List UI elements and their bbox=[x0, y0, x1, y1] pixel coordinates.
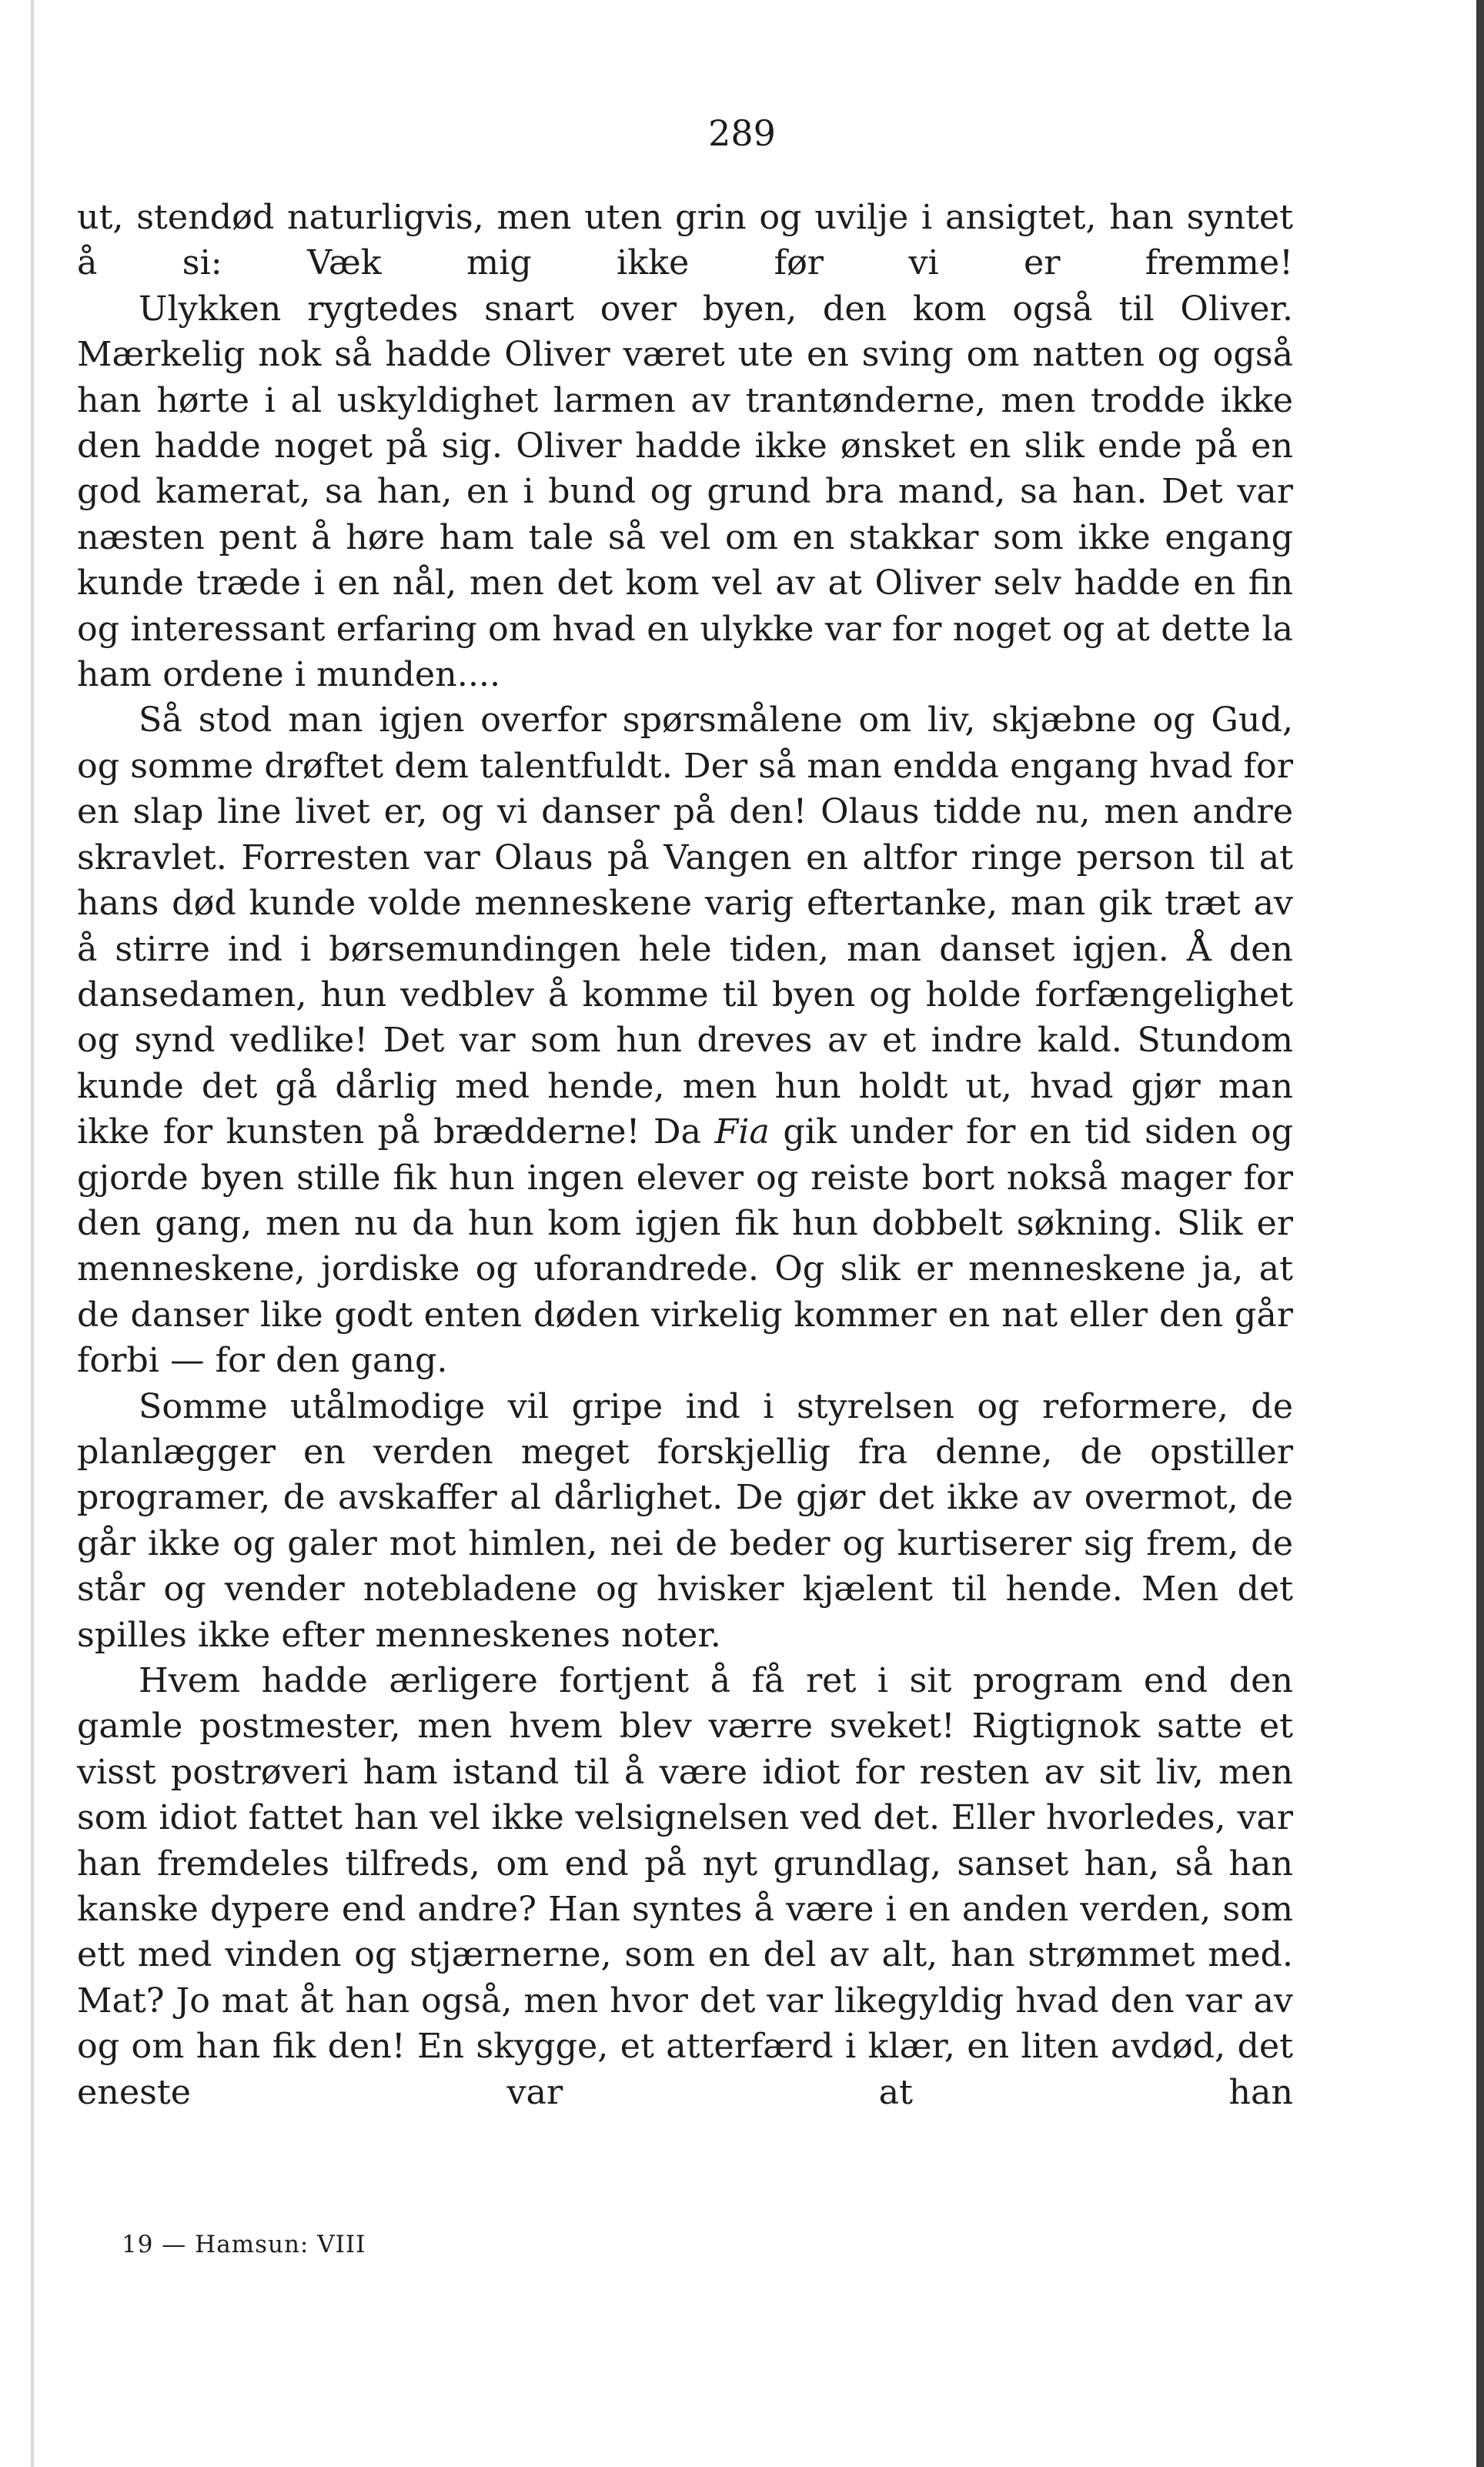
body-text bbox=[77, 195, 1293, 2115]
page-left-edge bbox=[31, 0, 34, 2467]
paragraph-4: Somme utålmodige vil gripe ind i styrelsen og reformere, de planlægger en verden meget forskjellig fra denne, de opstiller programer, de avskaffer al dårlighet. De gjør det ikke av overmot, de går ikke og galer mot himlen, nei de beder og kurtiserer sig frem, de står og vender notebladene og hvisker kjælent til hende. Men det spilles ikke efter menneskenes noter. bbox=[77, 1386, 1293, 1655]
paragraph-5: Hvem hadde ærligere fortjent å få ret i sit program end den gamle postmester, men hvem blev værre sveket! Rigtignok satte et visst postrøveri ham istand til å være idiot for resten av sit liv, men som idiot fattet han vel ikke velsignelsen ved det. Eller hvorledes, var han fremdeles tilfreds, om end på nyt grundlag, sanset han, så han kanske dypere end andre? Han syntes å være i en anden verden, som ett med vinden og stjærnerne, som en del av alt, han strømmet med. Mat? Jo mat åt han også, men hvor det var likegyldig hvad den var av og om han fik den! En skygge, et atterfærd i klær, en liten avdød, det eneste var at han bbox=[77, 1661, 1293, 2112]
paragraph-3 bbox=[77, 697, 1293, 1383]
paragraph-3-part-2: gik under for en tid siden og gjorde byen stille fik hun ingen elever og reiste bort nokså mager for den gang, men nu da hun kom igjen fik hun dobbelt søkning. Slik er menneskene, jordiske og uforandrede. Og slik er menneskene ja, at de danser like godt enten døden virkelig kommer en nat eller den går forbi — for den gang. bbox=[77, 1112, 1293, 1381]
paragraph-2: Ulykken rygtedes snart over byen, den kom også til Oliver. Mærkelig nok så hadde Oliver været ute en sving om natten og også han hørte i al uskyldighet larmen av trantønderne, men trodde ikke den hadde noget på sig. Oliver hadde ikke ønsket en slik ende på en god kamerat, sa han, en i bund og grund bra mand, sa han. Det var næsten pent å høre ham tale så vel om en stakkar som ikke engang kunde træde i en nål, men det kom vel av at Oliver selv hadde en fin og interessant erfaring om hvad en ulykke var for noget og at dette la ham ordene i munden.... bbox=[77, 289, 1293, 695]
page-right-edge bbox=[1476, 0, 1484, 2467]
italic-name-fia: Fia bbox=[714, 1112, 770, 1152]
paragraph-3-part-1: Så stod man igjen overfor spørsmålene om liv, skjæbne og Gud, og somme drøftet dem talentfuldt. Der så man endda engang hvad for en slap line livet er, og vi danser på den! Olaus tidde nu, men andre skravlet. Forresten var Olaus på Vangen en altfor ringe person til at hans død kunde volde menneskene varig eftertanke, man gik træt av å stirre ind i børsemundingen hele tiden, man danset igjen. Å den dansedamen, hun vedblev å komme til byen og holde forfængelighet og synd vedlike! Det var som hun dreves av et indre kald. Stundom kunde det gå dårlig med hende, men hun holdt ut, hvad gjør man ikke for kunsten på brædderne! Da bbox=[77, 700, 1293, 1152]
page-number: 289 bbox=[708, 112, 776, 154]
page-footer-signature: 19 — Hamsun: VIII bbox=[122, 2231, 366, 2258]
paragraph-1: ut, stendød naturligvis, men uten grin og uvilje i ansigtet, han syntet å si: Væk mig ikke før vi er fremme! bbox=[77, 198, 1293, 283]
